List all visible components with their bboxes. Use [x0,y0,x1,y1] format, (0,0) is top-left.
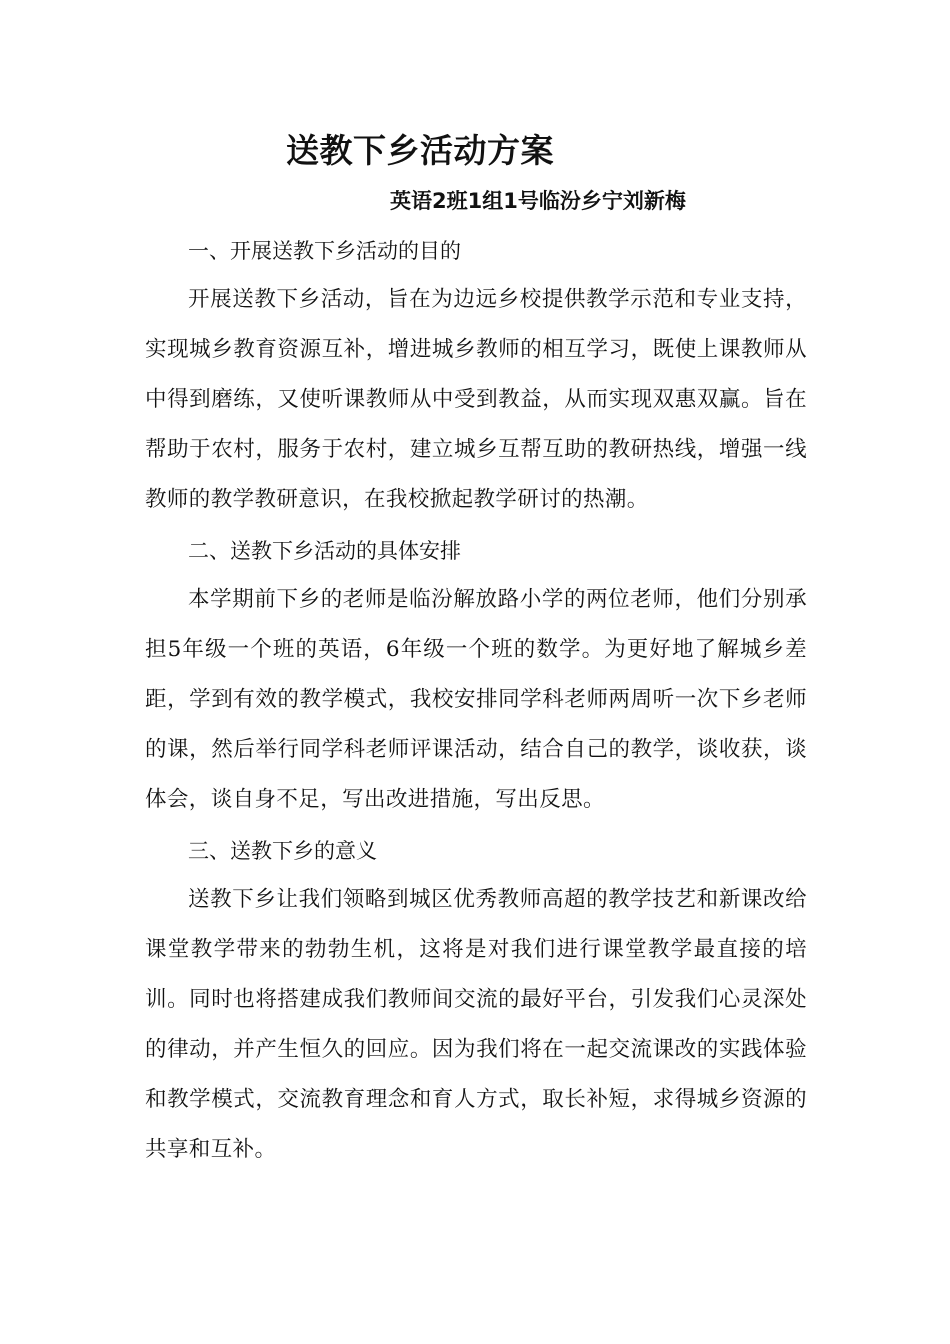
section-heading-arrangement: 二、送教下乡活动的具体安排 [188,539,461,563]
section-heading-purpose: 一、开展送教下乡活动的目的 [188,239,461,263]
author-line: 英语2班1组1号临汾乡宁刘新梅 [390,189,686,213]
section-body-purpose: 开展送教下乡活动，旨在为边远乡校提供教学示范和专业支持，实现城乡教育资源互补，增进城乡教师的相互学习，既使上课教师从中得到磨练，又使听课教师从中受到教益，从而实现双惠双赢。旨在帮助于农村，服务于农村，建立城乡互帮互助的教研热线，增强一线教师的教学教研意识，在我校掀起教学研讨的热潮。 [145,287,807,512]
section-body-significance: 送教下乡让我们领略到城区优秀教师高超的教学技艺和新课改给课堂教学带来的勃勃生机，这将是对我们进行课堂教学最直接的培训。同时也将搭建成我们教师间交流的最好平台，引发我们心灵深处的律动，并产生恒久的回应。因为我们将在一起交流课改的实践体验和教学模式，交流教育理念和育人方式，取长补短，求得城乡资源的共享和互补。 [145,887,807,1162]
section-heading-significance: 三、送教下乡的意义 [188,839,377,863]
section-body-arrangement: 本学期前下乡的老师是临汾解放路小学的两位老师，他们分别承担5年级一个班的英语，6年级一个班的数学。为更好地了解城乡差距，学到有效的教学模式，我校安排同学科老师两周听一次下乡老师的课，然后举行同学科老师评课活动，结合自己的教学，谈收获，谈体会，谈自身不足，写出改进措施，写出反思。 [145,587,807,812]
document-title: 送教下乡活动方案 [286,131,554,170]
